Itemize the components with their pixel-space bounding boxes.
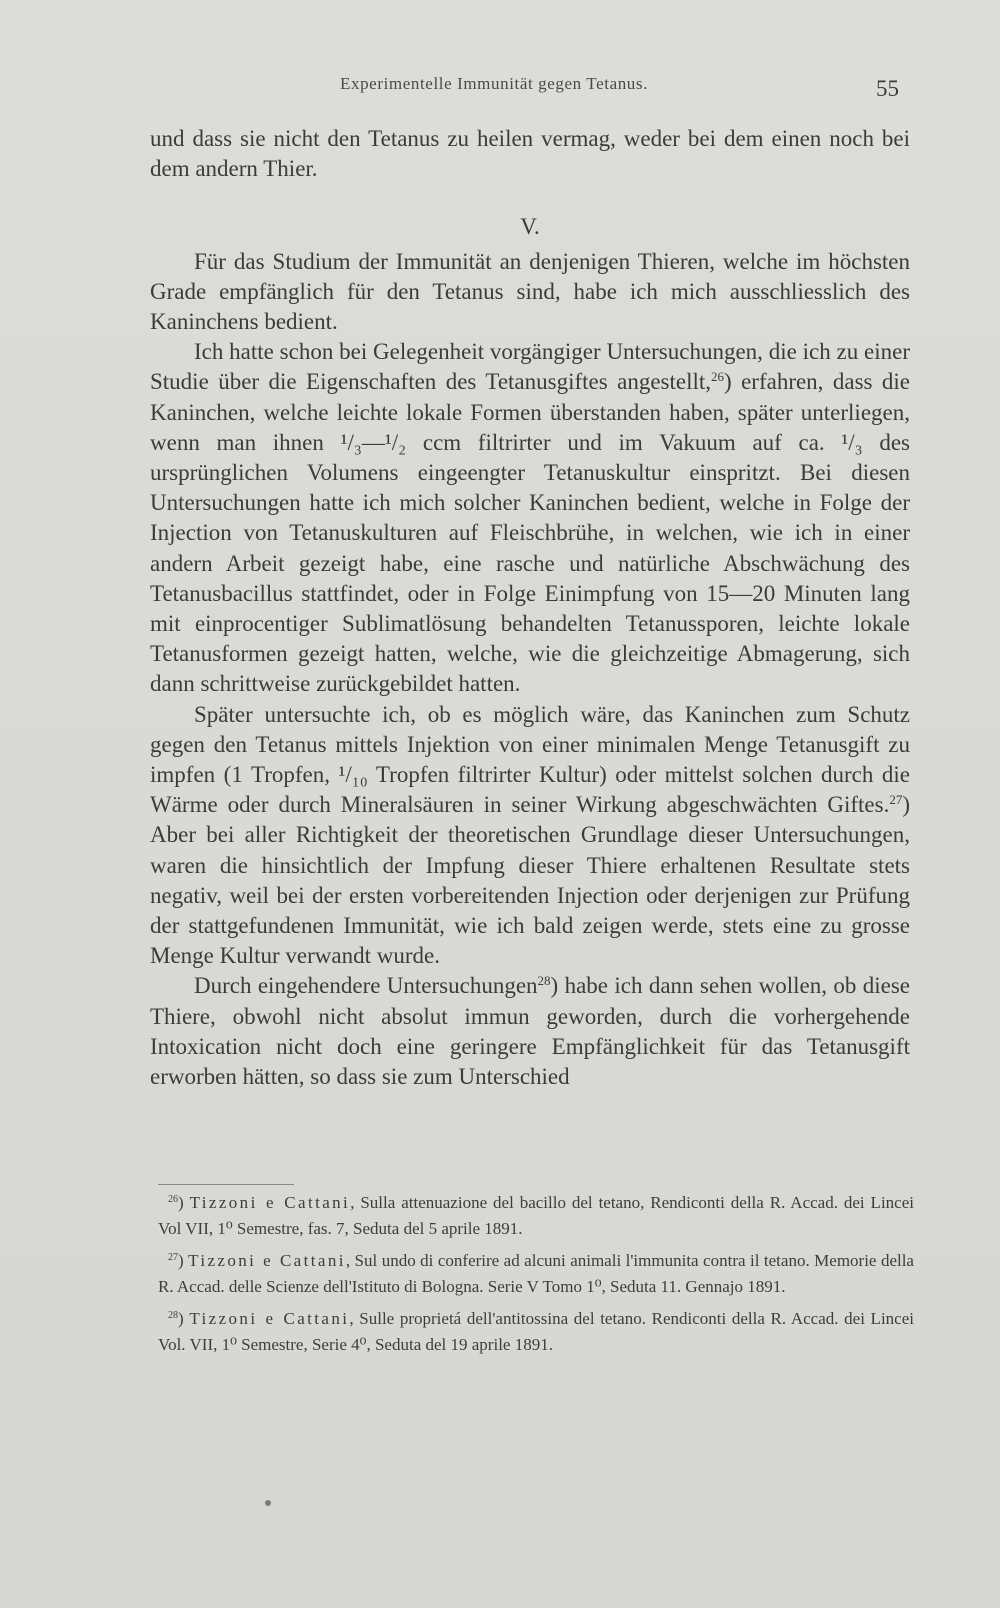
paragraph-continuation: und dass sie nicht den Tetanus zu heilen vermag, weder bei dem einen noch bei dem andern Thier. — [150, 126, 910, 182]
footnote-number: 28 — [168, 1310, 178, 1321]
footnote-separator — [158, 1184, 294, 1185]
paragraph-text: Ich hatte schon bei Gelegenheit vorgängiger Untersuchungen, die ich zu einer Studie über die Eigenschaften des Tetanusgiftes angestellt, — [150, 339, 910, 395]
section-heading: V. — [520, 214, 540, 240]
footnote-number: 27 — [168, 1252, 178, 1263]
paragraph — [150, 700, 910, 972]
footnote-authors: Tizzoni e Cattani — [188, 1251, 346, 1270]
paragraph-text: ) erfahren, dass die Kaninchen, welche leichte lokale Formen überstanden haben, später unterliegen, wenn man ihnen ¹/₃—¹/₂ ccm filtrirter und im Vakuum auf ca. ¹/₃ des ursprünglichen Volumens eingeengter Tetanuskultur einspritzt. Bei diesen Untersuchungen hatte ich mich solcher Kaninchen bedient, welche in Folge der Injection von Tetanuskulturen auf Fleischbrühe, in welchen, wie ich in einer andern Arbeit gezeigt habe, eine rasche und natürliche Abschwächung des Tetanusbacillus stattfindet, oder in Folge Einimpfung von 15—20 Minuten lang mit einprocentiger Sublimatlösung behandelten Tetanussporen, leichte lokale Tetanusformen gezeigt hatten, welche, wie die gleichzeitige Abmagerung, sich dann schrittweise zurückgebildet hatten. — [150, 369, 910, 697]
footnote-text: , Sulle proprietá dell'antitossina del tetano. Rendiconti della R. Accad. dei Lincei Vol. VII, 1⁰ Semestre, Serie 4⁰, Seduta del 19 aprile 1891. — [158, 1309, 914, 1354]
main-text — [150, 124, 910, 1092]
paragraph-text: Später untersuchte ich, ob es möglich wäre, das Kaninchen zum Schutz gegen den Tetanus mittels Injektion von einer minimalen Menge Tetanusgift zu impfen (1 Tropfen, ¹/₁₀ Tropfen filtrirter Kultur) oder mittelst solchen durch die Wärme oder durch Mineralsäuren in seiner Wirkung abgeschwächten Giftes. — [150, 701, 910, 818]
footnote-text: , Sulla attenuazione del bacillo del tetano, Rendiconti della R. Accad. dei Lincei Vol VII, 1⁰ Semestre, fas. 7, Seduta del 5 aprile 1891. — [158, 1193, 914, 1238]
paragraph-text: Durch eingehendere Untersuchungen — [194, 973, 538, 999]
footnote-authors: Tizzoni e Cattani — [189, 1193, 351, 1212]
paragraph — [150, 971, 910, 1092]
footnotes — [158, 1190, 914, 1364]
paragraph-text: ) habe ich dann sehen wollen, ob diese Thiere, obwohl nicht absolut immun geworden, durch die vorhergehende Intoxication nicht doch eine geringere Empfänglichkeit für das Tetanusgift erworben hätten, so dass sie zum Unterschied — [150, 973, 910, 1090]
footnote-reference: 28 — [537, 973, 551, 989]
footnote-number: 26 — [168, 1194, 178, 1205]
paragraph — [150, 337, 910, 699]
paragraph: Für das Studium der Immunität an denjenigen Thieren, welche im höchsten Grade empfänglich für den Tetanus sind, habe ich mich ausschliesslich des Kaninchens bedient. — [150, 248, 910, 335]
paragraph-text: ) Aber bei aller Richtigkeit der theoretischen Grundlage dieser Untersuchungen, waren die hinsichtlich der Impfung dieser Thiere erhaltenen Resultate stets negativ, weil bei der ersten vorbereitenden Injection oder derjenigen zur Prüfung der stattgefundenen Immunität, wie ich bald zeigen werde, stets eine zu grosse Menge Kultur verwandt wurde. — [150, 792, 910, 969]
footnote: $^{26}$) Tizzoni e Cattani, Sulla attenuazione del bacillo del tetano, Rendiconti della R. Accad. dei Lincei Vol VII, 1⁰ Semestre, fas. 7, Seduta del 5 aprile 1891. — [158, 1193, 914, 1238]
footnote: $^{28}$) Tizzoni e Cattani, Sulle proprietá dell'antitossina del tetano. Rendiconti della R. Accad. dei Lincei Vol. VII, 1⁰ Semestre, Serie 4⁰, Seduta del 19 aprile 1891. — [158, 1309, 914, 1354]
running-title: Experimentelle Immunität gegen Tetanus. — [340, 74, 648, 93]
footnote: $^{27}$) Tizzoni e Cattani, Sul undo di conferire ad alcuni animali l'immunita contra il tetano. Memorie della R. Accad. delle Scienze dell'Istituto di Bologna. Serie V Tomo 1⁰, Seduta 11. Gennajo 1891. — [158, 1251, 914, 1296]
footnote-text: , Sul undo di conferire ad alcuni animali l'immunita contra il tetano. Memorie della R. Accad. delle Scienze dell'Istituto di Bologna. Serie V Tomo 1⁰, Seduta 11. Gennajo 1891. — [158, 1251, 914, 1296]
footnote-reference: 26 — [711, 369, 724, 385]
footnote-reference: 27 — [889, 792, 903, 808]
scan-speck — [265, 1500, 271, 1506]
footnote-authors: Tizzoni e Cattani — [189, 1309, 350, 1328]
page-number: 55 — [876, 76, 899, 101]
